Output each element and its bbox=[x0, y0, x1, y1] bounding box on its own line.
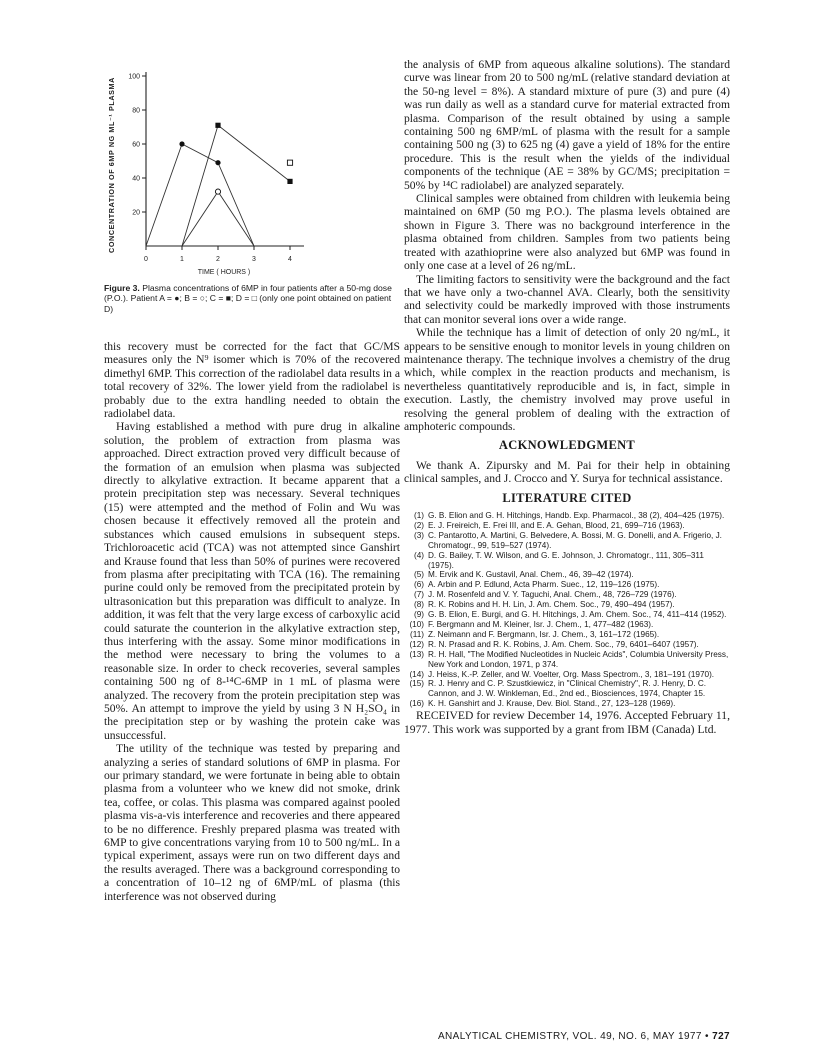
reference-text: A. Arbin and P. Edlund, Acta Pharm. Suec., 12, 119–126 (1975). bbox=[428, 580, 660, 590]
reference-number: (7) bbox=[413, 590, 424, 600]
reference-item bbox=[404, 551, 730, 571]
received-note: RECEIVED for review December 14, 1976. Accepted February 11, 1977. This work was supported by a grant from IBM (Canada) Ltd. bbox=[404, 709, 730, 736]
journal-line: ANALYTICAL CHEMISTRY, VOL. 49, NO. 6, MAY 1977 • bbox=[437, 1031, 713, 1042]
reference-item bbox=[404, 650, 730, 670]
reference-number: (2) bbox=[413, 520, 424, 530]
data-point bbox=[215, 189, 220, 194]
body-paragraph: this recovery must be corrected for the fact that GC/MS measures only the N⁹ isomer which is 70% of the recovered dimethyl 6MP. This correction of the radiolabel data results in a total recovery of 32%. The lower yield from the radiolabel is probably due to the extra handling needed to obtain the radiolabel data. bbox=[104, 340, 400, 421]
reference-number: (9) bbox=[413, 610, 424, 620]
figure-caption bbox=[104, 283, 396, 314]
y-tick-label: 40 bbox=[132, 175, 140, 183]
x-tick-label: 2 bbox=[216, 256, 220, 263]
reference-item bbox=[404, 610, 730, 620]
body-paragraph: the analysis of 6MP from aqueous alkaline solutions). The standard curve was linear from 20 to 500 ng/mL (relative standard deviation at the 50-ng level = 8%). A standard mixture of pure (3) and pure (4) was run daily as well as a standard curve for material extracted from plasma. Comparison of the result obtained by using a sample containing 500 ng 6MP/mL of plasma with the result for a sample containing 500 ng (3) to 625 ng (4) gave a yield of 18% for the entire procedure. This is the result when the yields of the individual components of the technique (AE = 38% by GC/MS; precipitation = 50% by ¹⁴C radiolabel) are analyzed separately. bbox=[404, 58, 730, 192]
reference-item bbox=[404, 600, 730, 610]
data-point bbox=[287, 179, 292, 184]
reference-item bbox=[404, 679, 730, 699]
data-point bbox=[287, 160, 292, 165]
right-column bbox=[404, 58, 730, 736]
series-line bbox=[182, 125, 290, 246]
reference-text: R. N. Prasad and R. K. Robins, J. Am. Chem. Soc., 79, 6401–6407 (1957). bbox=[428, 639, 699, 649]
reference-item bbox=[404, 580, 730, 590]
series-line bbox=[146, 144, 254, 246]
reference-text: F. Bergmann and M. Kleiner, Isr. J. Chem., 1, 477–482 (1963). bbox=[428, 619, 654, 629]
y-tick-label: 100 bbox=[128, 73, 140, 81]
page-number: 727 bbox=[712, 1031, 730, 1042]
reference-text: G. B. Elion, E. Burgi, and G. H. Hitchings, J. Am. Chem. Soc., 74, 411–414 (1952). bbox=[428, 610, 727, 620]
data-point bbox=[215, 160, 220, 165]
reference-text: Z. Neimann and F. Bergmann, Isr. J. Chem., 3, 161–172 (1965). bbox=[428, 629, 660, 639]
reference-text: R. H. Hall, "The Modified Nucleotides in Nucleic Acids", Columbia University Press, New York and London, 1971, p 374. bbox=[428, 649, 729, 669]
reference-number: (14) bbox=[409, 669, 424, 679]
left-column bbox=[104, 340, 400, 903]
acknowledgment-text: We thank A. Zipursky and M. Pai for their help in obtaining clinical samples, and J. Crocco and Y. Surya for technical assistance. bbox=[404, 458, 730, 486]
reference-item bbox=[404, 640, 730, 650]
reference-number: (12) bbox=[409, 639, 424, 649]
y-tick-label: 20 bbox=[132, 209, 140, 217]
reference-number: (4) bbox=[413, 550, 424, 560]
reference-text: C. Pantarotto, A. Martini, G. Belvedere, A. Bossi, M. G. Donelli, and A. Frigerio, J. Chromatogr., 99, 519–527 (1974). bbox=[428, 530, 722, 550]
series-line bbox=[182, 192, 254, 246]
body-paragraph: While the technique has a limit of detection of only 20 ng/mL, it appears to be sensitive enough to monitor levels in young children on maintenance therapy. The technique involves a chemistry of the drug which, while complex in the reaction products and mechanism, is nevertheless quantitatively reproducible and is, in fact, simple in execution. Lastly, the chemistry involved may prove useful in resolving the general problem of dealing with the extraction of amphoteric compounds. bbox=[404, 326, 730, 433]
reference-text: J. Heiss, K.-P. Zeller, and W. Voelter, Org. Mass Spectrom., 3, 181–191 (1970). bbox=[428, 669, 715, 679]
reference-text: K. H. Ganshirt and J. Krause, Dev. Biol. Stand., 27, 123–128 (1969). bbox=[428, 699, 676, 709]
x-tick-label: 0 bbox=[144, 256, 148, 263]
figure-3 bbox=[104, 58, 400, 290]
data-point bbox=[179, 141, 184, 146]
reference-number: (15) bbox=[409, 679, 424, 689]
reference-text: E. J. Freireich, E. Frei III, and E. A. Gehan, Blood, 21, 699–716 (1963). bbox=[428, 520, 685, 530]
reference-text: M. Ervik and K. Gustavil, Anal. Chem., 46, 39–42 (1974). bbox=[428, 570, 634, 580]
reference-text: J. M. Rosenfeld and V. Y. Taguchi, Anal. Chem., 48, 726–729 (1976). bbox=[428, 590, 677, 600]
data-point bbox=[215, 123, 220, 128]
reference-item bbox=[404, 531, 730, 551]
caption-label: Figure 3. bbox=[104, 283, 140, 293]
x-tick-label: 4 bbox=[288, 256, 292, 263]
reference-number: (16) bbox=[409, 699, 424, 709]
reference-text: D. G. Bailey, T. W. Wilson, and G. E. Johnson, J. Chromatogr., 111, 305–311 (1975). bbox=[428, 550, 704, 570]
reference-number: (8) bbox=[413, 600, 424, 610]
reference-number: (10) bbox=[409, 619, 424, 629]
reference-item bbox=[404, 570, 730, 580]
body-paragraph: The utility of the technique was tested by preparing and analyzing a series of standard solutions of 6MP in plasma. For our primary standard, we were fortunate in being able to obtain plasma from a volunteer who we knew did not smoke, drink tea, coffee, or colas. This plasma was compared against pooled plasma vis-a-vis interference and recoveries and there appeared to be no difference. Freshly prepared plasma was treated with 6MP to give concentrations varying from 10 to 500 ng/mL. In a typical experiment, assays were run on two different days and the results averaged. There was a background corresponding to a concentration of 10–12 ng of 6MP/mL of plasma (this interference was not observed during bbox=[104, 742, 400, 903]
acknowledgment-heading: ACKNOWLEDGMENT bbox=[498, 438, 636, 453]
body-paragraph: The limiting factors to sensitivity were the background and the fact that we have only a two-channel AVA. Clearly, both the sensitivity and selectivity could be markedly improved with those instruments that can monitor several ions over a wide range. bbox=[404, 272, 730, 326]
reference-number: (6) bbox=[413, 580, 424, 590]
y-axis-label: CONCENTRATION OF 6MP NG ML⁻¹ PLASMA bbox=[107, 77, 116, 253]
reference-number: (1) bbox=[413, 511, 424, 520]
reference-number: (13) bbox=[409, 649, 424, 659]
reference-number: (11) bbox=[410, 629, 424, 639]
reference-list bbox=[404, 511, 730, 709]
reference-item bbox=[404, 699, 730, 709]
reference-number: (3) bbox=[413, 530, 424, 540]
x-axis-label: TIME ( HOURS ) bbox=[197, 269, 251, 276]
reference-text: G. B. Elion and G. H. Hitchings, Handb. Exp. Pharmacol., 38 (2), 404–425 (1975). bbox=[428, 511, 725, 520]
literature-heading: LITERATURE CITED bbox=[502, 490, 632, 505]
reference-item bbox=[404, 511, 730, 521]
reference-item bbox=[404, 630, 730, 640]
reference-item bbox=[404, 620, 730, 630]
body-paragraph: Having established a method with pure drug in alkaline solution, the problem of extraction from plasma was approached. Direct extraction proved very difficult because of the formation of an emulsion when plasma was subjected directly to alkylative extraction. It became apparent that a protein precipitation step was necessary. Several techniques (15) were attempted and the method of Folin and Wu was chosen because it effectively removed all the protein and substances which caused emulsions in subsequent steps. Trichloroacetic acid (TCA) was not attempted since Ganshirt and Krause found that less than 50% of purines were recovered from plasma after precipitating with TCA (16). The remaining purine could only be removed from the precipitated protein by ultrasonication but this preparation was difficult to analyze. In addition, it was felt that the very large excess of carboxylic acid could saturate the counterion in the alkylative extraction step, thus interfering with the assay. Some minor modifications in the method were necessary to bring the volumes to a reasonable size. In order to check recoveries, several samples containing 500 ng of 8-¹⁴C-6MP in 1 mL of plasma were analyzed. The recovery from the protein precipitation step was 50%. An attempt to improve the yield by using 3 N H₂SO₄ in the precipitation step or by washing the protein cake was unsuccessful. bbox=[104, 420, 400, 742]
body-paragraph: Clinical samples were obtained from children with leukemia being maintained on 6MP (50 mg P.O.). The plasma levels obtained are shown in Figure 3. There was no background interference in the plasma obtained from children. Samples from two patients being treated with azathioprine were also analyzed but 6MP was found in only one case at a level of 26 ng/mL. bbox=[404, 192, 730, 273]
caption-text: Plasma concentrations of 6MP in four patients after a 50-mg dose (P.O.). Patient A = ●; B = ○; C = ■; D = □ (only one point obtained on patient D) bbox=[104, 283, 392, 314]
reference-item bbox=[404, 670, 730, 680]
page-footer bbox=[404, 1031, 730, 1042]
y-tick-label: 80 bbox=[132, 107, 140, 115]
reference-text: R. K. Robins and H. H. Lin, J. Am. Chem. Soc., 79, 490–494 (1957). bbox=[428, 600, 675, 610]
reference-item bbox=[404, 590, 730, 600]
x-tick-label: 3 bbox=[252, 256, 256, 263]
reference-number: (5) bbox=[413, 570, 424, 580]
reference-item bbox=[404, 521, 730, 531]
concentration-chart bbox=[104, 58, 400, 283]
y-tick-label: 60 bbox=[132, 141, 140, 149]
x-tick-label: 1 bbox=[180, 256, 184, 263]
reference-text: R. J. Henry and C. P. Szustkiewicz, in "Clinical Chemistry", R. J. Henry, D. C. Cannon, and J. W. Winkleman, Ed., 2nd ed., Biosciences, 1974, Chapter 15. bbox=[428, 679, 707, 699]
